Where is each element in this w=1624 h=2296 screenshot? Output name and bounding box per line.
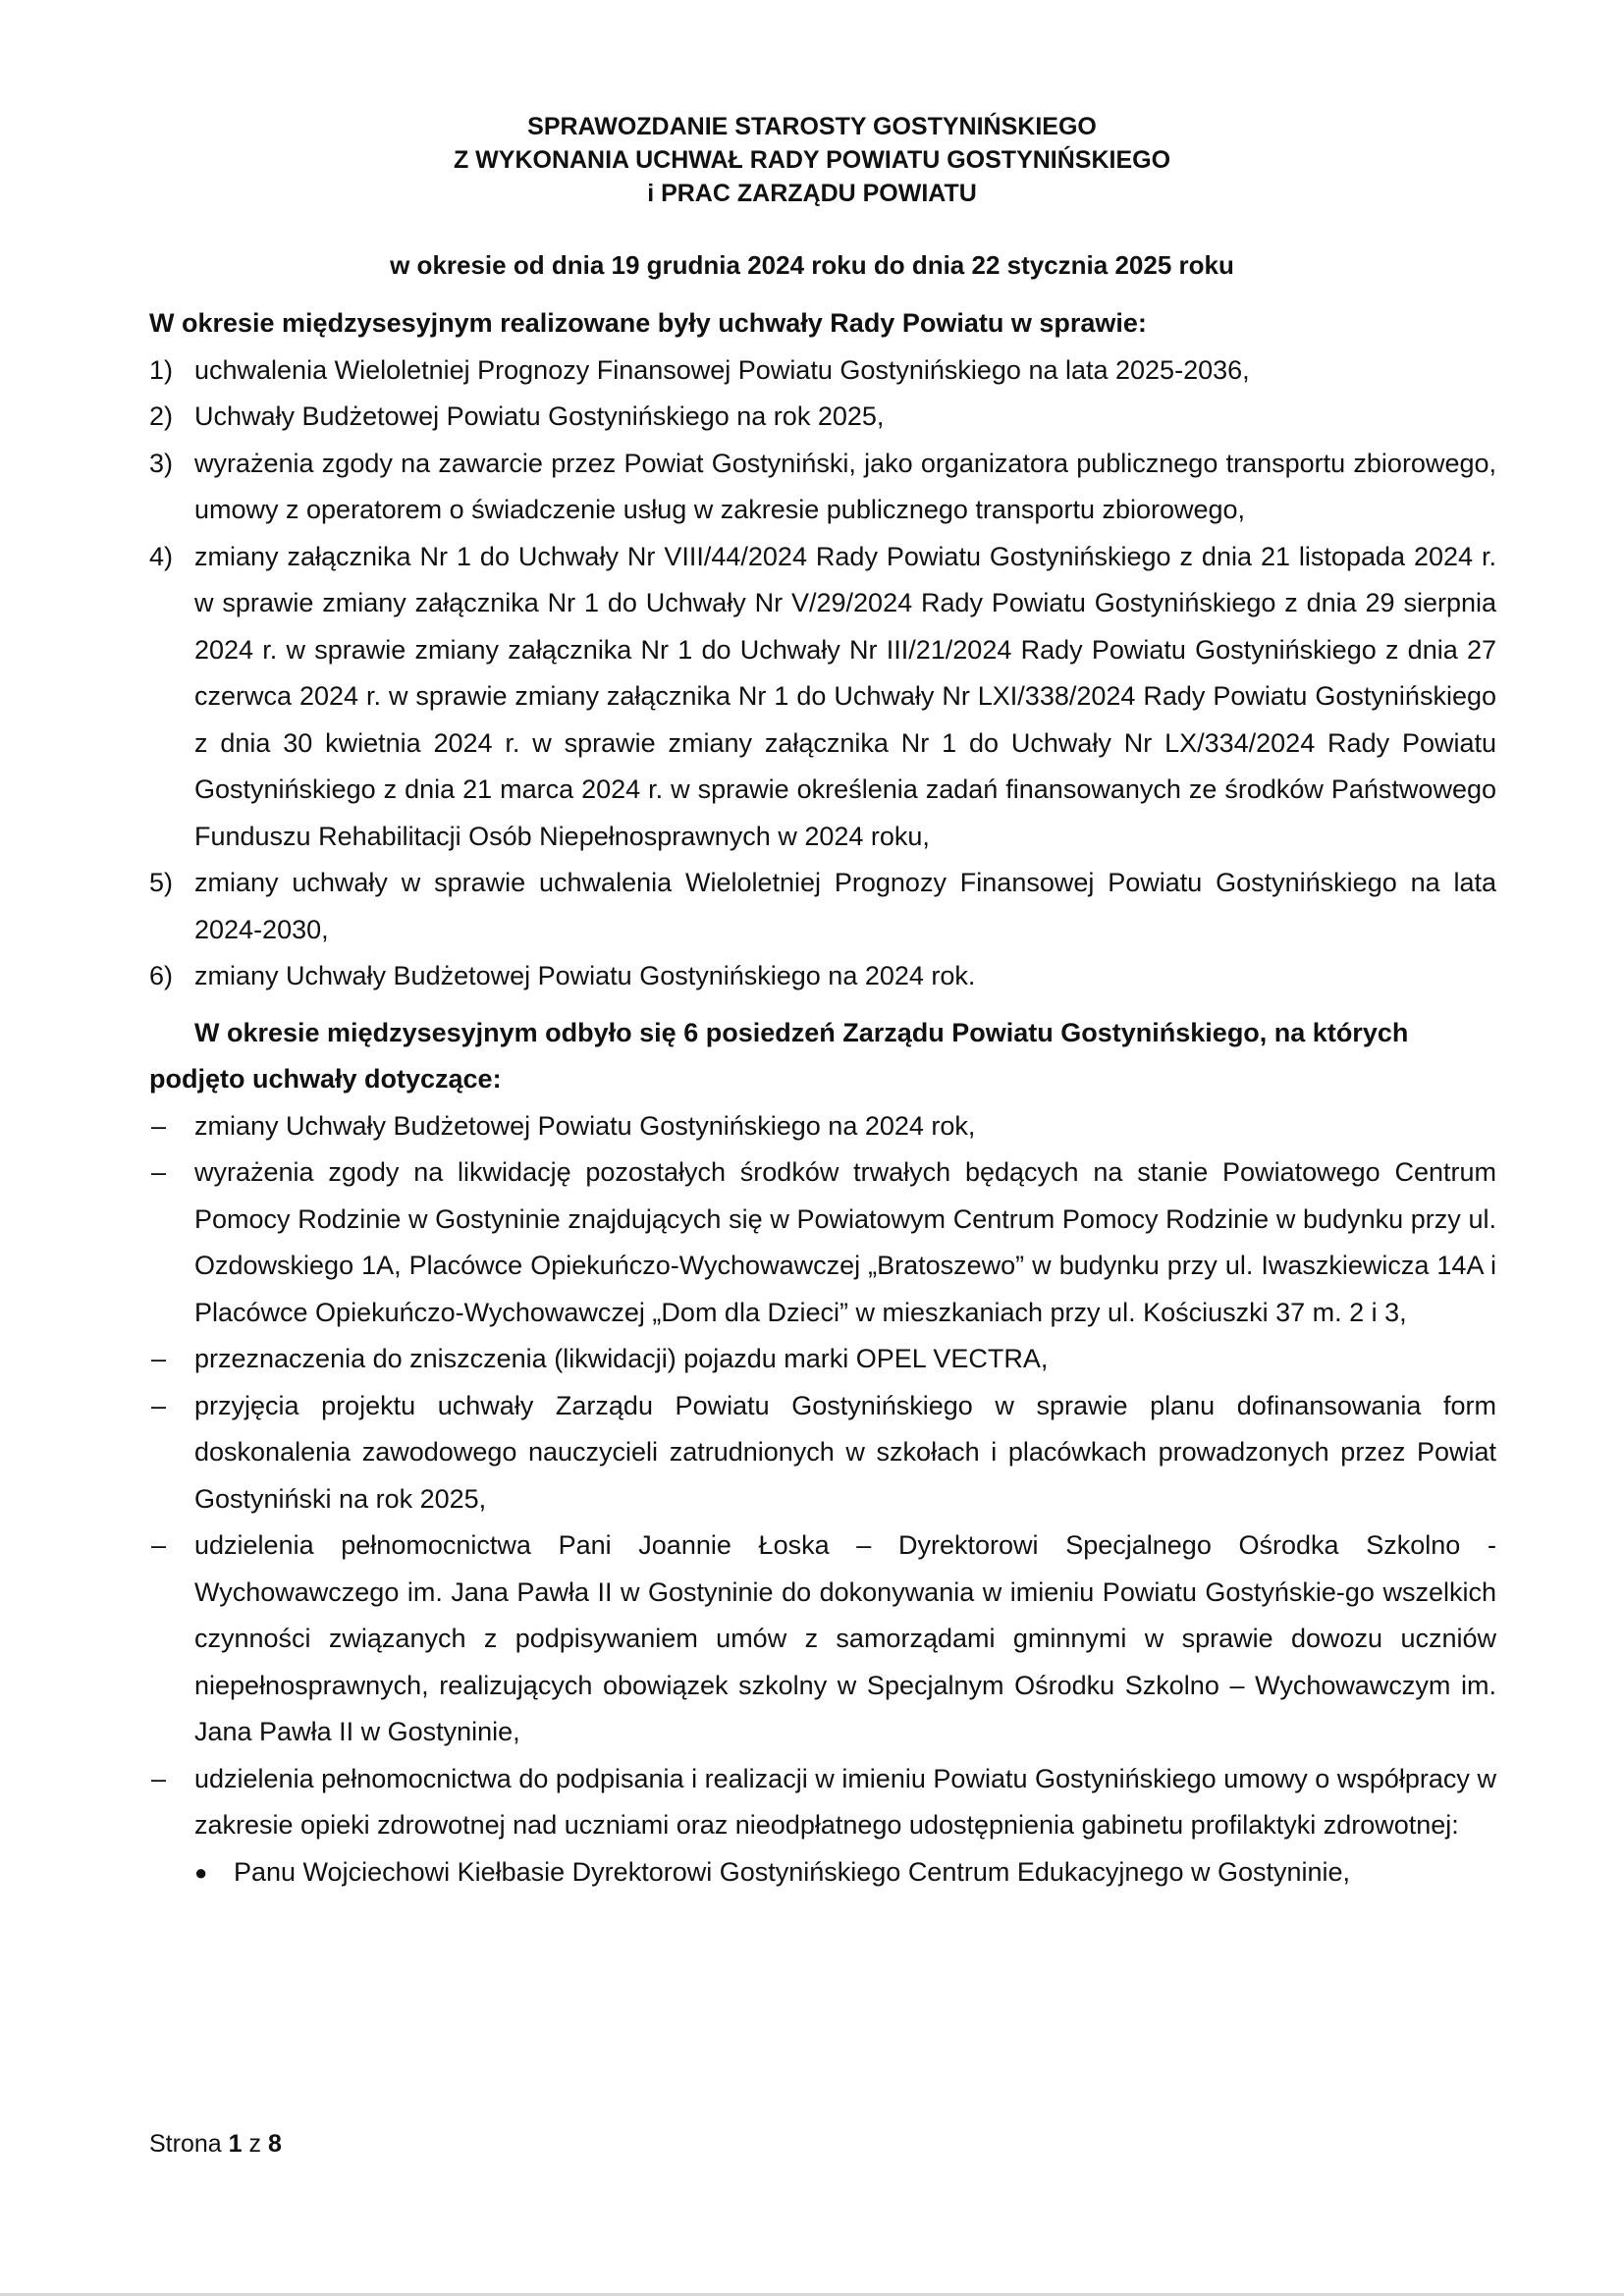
- list-item: [149, 441, 1496, 534]
- list-item: [149, 347, 1496, 395]
- dash-marker: –: [151, 1157, 167, 1187]
- list-item-text: wyrażenia zgody na likwidację pozostałych środków trwałych będących na stanie Powiatowego Centrum Pomocy Rodzinie w Gostyninie znajdujących się w Powiatowym Centrum Pomocy Rodzinie w budynku przy ul. Ozdowskiego 1A, Placówce Opiekuńczo-Wychowawczej „Bratoszewo” w budynku przy ul. Iwaszkiewicza 14A i Placówce Opiekuńczo-Wychowawczej „Dom dla Dzieci” w mieszkaniach przy ul. Kościuszki 37 m. 2 i 3,: [194, 1157, 1496, 1327]
- bullet-icon: ●: [194, 1859, 208, 1885]
- list-item: [149, 953, 1496, 1000]
- dash-marker: –: [151, 1530, 167, 1560]
- document-body: [149, 300, 1496, 1896]
- list-number: 1): [149, 354, 174, 385]
- list-item: [149, 1149, 1496, 1336]
- document-title: [0, 110, 1624, 210]
- page-footer: [149, 2130, 282, 2159]
- title-line-2: Z WYKONANIA UCHWAŁ RADY POWIATU GOSTYNIŃSKIEGO: [453, 146, 1171, 174]
- list-item-text: udzielenia pełnomocnictwa do podpisania i realizacji w imieniu Powiatu Gostynińskiego umowy o współpracy w zakresie opieki zdrowotnej nad uczniami oraz nieodpłatnego udostępnienia gabinetu profilaktyki zdrowotnej:: [194, 1763, 1496, 1840]
- list-item-text: zmiany Uchwały Budżetowej Powiatu Gostynińskiego na 2024 rok,: [194, 1110, 976, 1141]
- page-word: Strona: [149, 2130, 222, 2158]
- page-total: 8: [267, 2130, 282, 2158]
- list-number: 4): [149, 541, 174, 571]
- dash-marker: –: [151, 1390, 167, 1420]
- list-item-text: zmiany uchwały w sprawie uchwalenia Wieloletniej Prognozy Finansowej Powiatu Gostynińskiego na lata 2024-2030,: [194, 868, 1496, 944]
- list-number: 5): [149, 868, 174, 897]
- list-number: 2): [149, 401, 174, 431]
- of-word: z: [248, 2130, 261, 2158]
- list-number: 6): [149, 961, 174, 990]
- list-item: [194, 1849, 1496, 1896]
- list-item-text: udzielenia pełnomocnictwa Pani Joannie Łoska – Dyrektorowi Specjalnego Ośrodka Szkolno - Wychowawczego im. Jana Pawła II w Gostyninie do dokonywania w imieniu Powiatu Gostyńskie-go wszelkich czynności związanych z podpisywaniem umów z samorządami gminnymi w sprawie dowozu uczniów niepełnosprawnych, realizujących obowiązek szkolny w Specjalnym Ośrodku Szkolno – Wychowawczym im. Jana Pawła II w Gostyninie,: [194, 1530, 1496, 1746]
- section-2-list: [149, 1103, 1496, 1849]
- list-item: [149, 1336, 1496, 1383]
- list-item: [149, 394, 1496, 441]
- reporting-period: w okresie od dnia 19 grudnia 2024 roku do dnia 22 stycznia 2025 roku: [390, 250, 1234, 280]
- list-item-text: Panu Wojciechowi Kiełbasie Dyrektorowi Gostynińskiego Centrum Edukacyjnego w Gostyninie,: [234, 1856, 1351, 1887]
- list-item: [149, 1756, 1496, 1849]
- section-2-sublist: [149, 1849, 1496, 1896]
- title-line-3: i PRAC ZARZĄDU POWIATU: [647, 180, 977, 207]
- list-item: [149, 534, 1496, 861]
- page-number: 1: [228, 2130, 243, 2158]
- list-item-text: Uchwały Budżetowej Powiatu Gostynińskiego na rok 2025,: [194, 401, 885, 431]
- list-item-text: uchwalenia Wieloletniej Prognozy Finansowej Powiatu Gostynińskiego na lata 2025-2036,: [194, 354, 1250, 385]
- list-item-text: przyjęcia projektu uchwały Zarządu Powiatu Gostynińskiego w sprawie planu dofinansowania form doskonalenia zawodowego nauczycieli zatrudnionych w szkołach i placówkach prowadzonych przez Powiat Gostyniński na rok 2025,: [194, 1390, 1496, 1514]
- section-1-list: [149, 347, 1496, 1000]
- list-item: [149, 1103, 1496, 1150]
- dash-marker: –: [151, 1344, 167, 1373]
- section-2-heading: W okresie międzysesyjnym odbyło się 6 posiedzeń Zarządu Powiatu Gostynińskiego, na których podjęto uchwały dotyczące:: [149, 1017, 1409, 1094]
- list-number: 3): [149, 448, 174, 478]
- dash-marker: –: [151, 1763, 167, 1793]
- list-item: [149, 1383, 1496, 1523]
- list-item: [149, 860, 1496, 953]
- title-line-1: SPRAWOZDANIE STAROSTY GOSTYNIŃSKIEGO: [527, 113, 1097, 140]
- list-item-text: zmiany Uchwały Budżetowej Powiatu Gostynińskiego na 2024 rok.: [194, 961, 976, 990]
- list-item-text: wyrażenia zgody na zawarcie przez Powiat Gostyniński, jako organizatora publicznego transportu zbiorowego, umowy z operatorem o świadczenie usług w zakresie publicznego transportu zbiorowego,: [194, 448, 1496, 524]
- list-item-text: przeznaczenia do zniszczenia (likwidacji) pojazdu marki OPEL VECTRA,: [194, 1344, 1049, 1373]
- list-item: [149, 1522, 1496, 1756]
- dash-marker: –: [151, 1110, 167, 1141]
- section-1-heading: W okresie międzysesyjnym realizowane były uchwały Rady Powiatu w sprawie:: [149, 308, 1147, 338]
- list-item-text: zmiany załącznika Nr 1 do Uchwały Nr VIII/44/2024 Rady Powiatu Gostynińskiego z dnia 21 listopada 2024 r. w sprawie zmiany załącznika Nr 1 do Uchwały Nr V/29/2024 Rady Powiatu Gostynińskiego z dnia 29 sierpnia 2024 r. w sprawie zmiany załącznika Nr 1 do Uchwały Nr III/21/2024 Rady Powiatu Gostynińskiego z dnia 27 czerwca 2024 r. w sprawie zmiany załącznika Nr 1 do Uchwały Nr LXI/338/2024 Rady Powiatu Gostynińskiego z dnia 30 kwietnia 2024 r. w sprawie zmiany załącznika Nr 1 do Uchwały Nr LX/334/2024 Rady Powiatu Gostynińskiego z dnia 21 marca 2024 r. w sprawie określenia zadań finansowanych ze środków Państwowego Funduszu Rehabilitacji Osób Niepełnosprawnych w 2024 roku,: [194, 541, 1496, 851]
